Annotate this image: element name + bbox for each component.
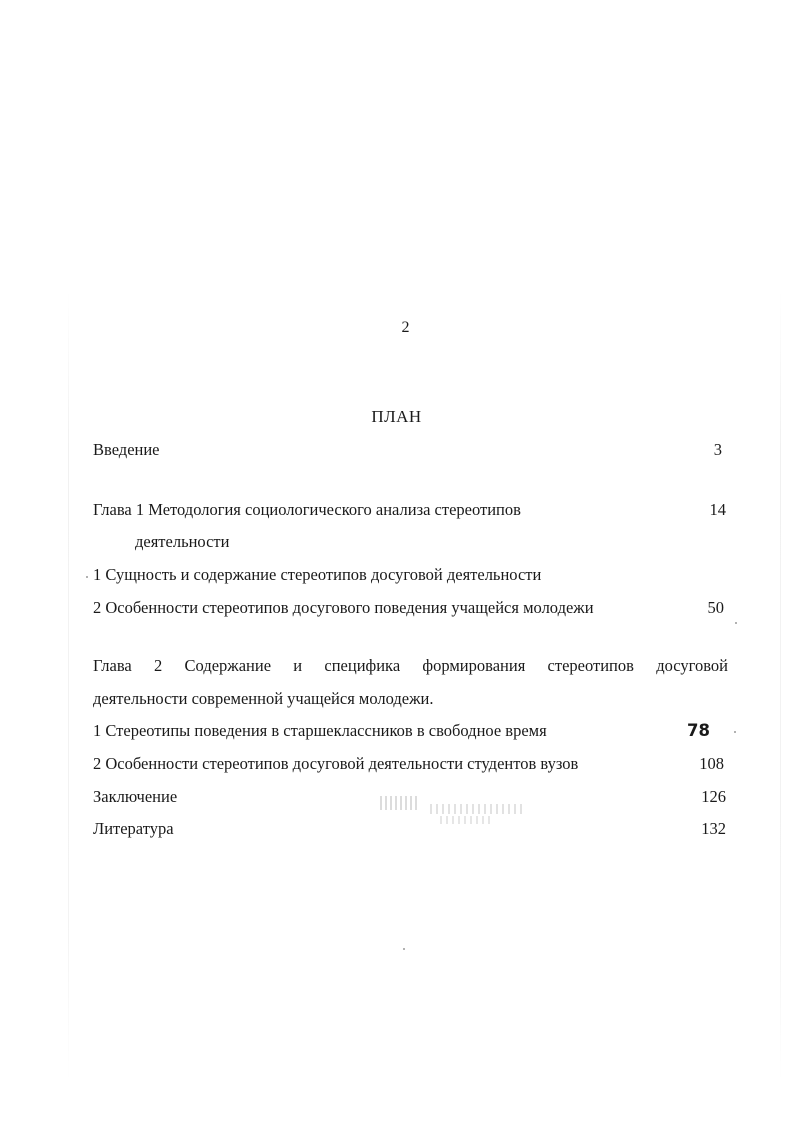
- scan-noise-patch: [380, 796, 420, 810]
- toc-ch1-section2-page: 50: [707, 598, 724, 617]
- toc-conclusion-page: 126: [701, 787, 726, 806]
- scan-speck: [86, 576, 88, 578]
- toc-chapter1-title: Глава 1 Методология социологического анализа стереотипов: [93, 500, 521, 519]
- toc-chapter1-title-cont: деятельности: [135, 532, 230, 551]
- toc-literature-label: Литература: [93, 819, 174, 838]
- toc-chapter2-title-cont: деятельности современной учащейся молодежи.: [93, 689, 434, 708]
- toc-ch1-section2-label: 2 Особенности стереотипов досугового поведения учащейся молодежи: [93, 598, 594, 617]
- toc-ch2-section2-label: 2 Особенности стереотипов досуговой деятельности студентов вузов: [93, 754, 579, 773]
- page-number: 2: [401, 319, 410, 336]
- scan-speck: [403, 948, 405, 950]
- toc-conclusion-label: Заключение: [93, 787, 178, 806]
- toc-literature-page: 132: [701, 819, 726, 838]
- toc-chapter2-title: Глава 2 Содержание и специфика формирования стереотипов досуговой: [93, 656, 728, 675]
- scan-noise-patch: [440, 816, 490, 824]
- toc-ch1-section1-label: 1 Сущность и содержание стереотипов досуговой деятельности: [93, 565, 542, 584]
- toc-ch2-section1-page: 78: [687, 721, 710, 740]
- toc-intro-page: 3: [713, 440, 722, 459]
- scan-speck: [735, 622, 737, 624]
- toc-chapter1-page: 14: [709, 500, 726, 519]
- scan-noise-patch: [430, 804, 525, 814]
- plan-title: ПЛАН: [371, 407, 422, 426]
- scan-speck: [734, 731, 736, 733]
- toc-intro-label: Введение: [93, 440, 160, 459]
- toc-ch2-section1-label: 1 Стереотипы поведения в старшеклассников в свободное время: [93, 721, 547, 740]
- toc-ch2-section2-page: 108: [699, 754, 724, 773]
